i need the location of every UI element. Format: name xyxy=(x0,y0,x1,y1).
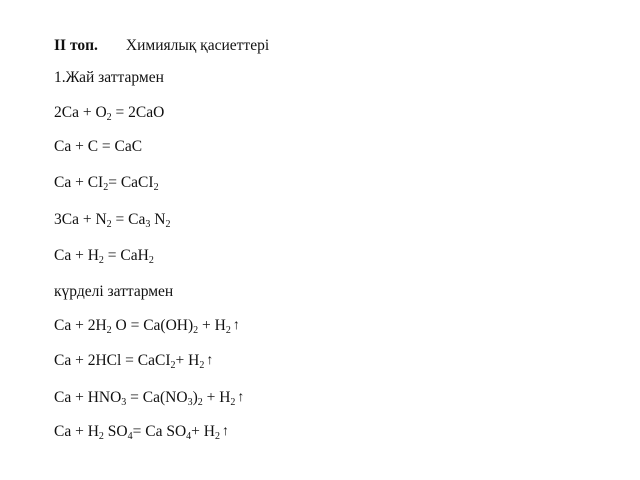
equation-5: $Ca + H_2 = CaH_2$ xyxy=(54,247,154,266)
arrow-up-icon: ↑ xyxy=(232,318,240,333)
equation-2: Ca + C = CaC xyxy=(54,138,143,155)
equation-1: $2Ca + O_2 = 2CaO$ xyxy=(54,104,165,123)
equation-3: $Ca + CI_2=$ CaCI$_2$ xyxy=(54,174,159,193)
arrow-up-icon: ↑ xyxy=(221,424,229,439)
arrow-up-icon: ↑ xyxy=(237,390,245,405)
equation-9: $Ca + H_2$ $SO_4= Ca$ $SO_4+ H_2$ ↑ xyxy=(54,423,229,442)
equation-8: $Ca + HNO_3 = Ca(NO_3)_2 + H_2$ ↑ xyxy=(54,389,245,408)
heading-line xyxy=(54,37,269,55)
equation-7: Ca + 2HCl = CaCI$_2$+ $H_2$ ↑ xyxy=(54,352,214,371)
equation-6: $Ca + 2H_2$ $O = Ca(OH)_2 + H_2$ ↑ xyxy=(54,317,240,336)
group-label: II топ. xyxy=(54,37,98,54)
section-complex-substances: күрделі заттармен xyxy=(54,283,174,300)
equation-4: $3Ca + N_2 = Ca_3$ $N_2$ xyxy=(54,211,171,230)
section-simple-substances: 1.Жай заттармен xyxy=(54,69,164,86)
arrow-up-icon: ↑ xyxy=(206,353,214,368)
page-title: Химиялық қасиеттері xyxy=(125,37,270,54)
